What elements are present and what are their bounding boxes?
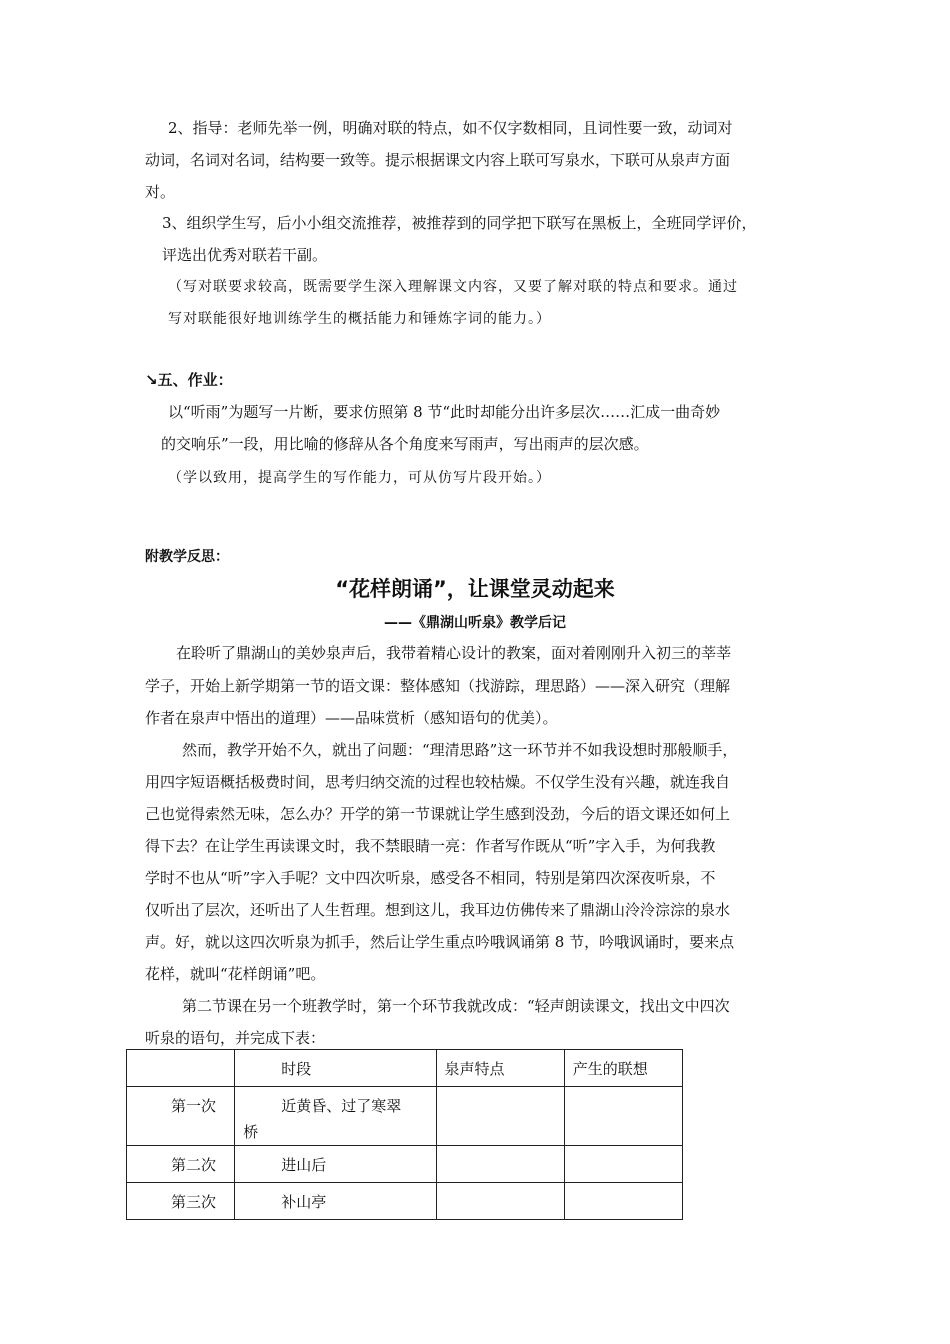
organize-line-1: 3、组织学生写，后小小组交流推荐，被推荐到的同学把下联写在黑板上，全班同学评价， <box>162 214 757 232</box>
row-label: 第二次 <box>127 1146 235 1183</box>
period-cell: 补山亭 <box>235 1183 436 1220</box>
feature-cell <box>436 1146 564 1183</box>
organize-line-2: 评选出优秀对联若干副。 <box>162 246 328 264</box>
row-label: 第三次 <box>127 1183 235 1220</box>
p2-line-2: 用四字短语概括极费时间，思考归纳交流的过程也较枯燥。不仅学生没有兴趣，就连我自 <box>145 773 731 791</box>
reflection-label: 附教学反思： <box>145 549 229 565</box>
guidance-line-3: 对。 <box>145 183 176 201</box>
note1-line-2: 写对联能很好地训练学生的概括能力和锤炼字词的能力。） <box>168 311 551 327</box>
p2-line-5: 学时不也从“听”字入手呢？文中四次听泉，感受各不相同，特别是第四次深夜听泉，不 <box>145 869 716 887</box>
association-cell <box>564 1087 682 1146</box>
table-header-cell: 产生的联想 <box>564 1050 682 1087</box>
period-cell: 进山后 <box>235 1146 436 1183</box>
homework-line-2: 的交响乐”一段，用比喻的修辞从各个角度来写雨声，写出雨声的层次感。 <box>161 435 649 453</box>
homework-note: （学以致用，提高学生的写作能力，可从仿写片段开始。） <box>168 470 551 486</box>
period-cell <box>235 1087 436 1146</box>
association-cell <box>564 1183 682 1220</box>
p2-line-4: 得下去？在让学生再读课文时，我不禁眼睛一亮：作者写作既从“听”字入手，为何我教 <box>145 837 716 855</box>
listening-table <box>126 1049 683 1220</box>
table-header-row <box>127 1050 683 1087</box>
p2-line-7: 声。好，就以这四次听泉为抓手，然后让学生重点吟哦讽诵第 8 节，吟哦讽诵时，要来点 <box>145 933 735 951</box>
guidance-line-2: 动词，名词对名词，结构要一致等。提示根据课文内容上联可写泉水，下联可从泉声方面 <box>145 151 731 169</box>
table-header-cell <box>127 1050 235 1087</box>
p3-line-2: 听泉的语句，并完成下表： <box>145 1029 326 1047</box>
reflection-title: “花样朗诵”，让课堂灵动起来 <box>335 577 615 601</box>
p1-line-2: 学子，开始上新学期第一节的语文课：整体感知（找游踪，理思路）——深入研究（理解 <box>145 677 731 695</box>
table-row <box>127 1183 683 1220</box>
p1-line-3: 作者在泉声中悟出的道理）——品味赏析（感知语句的优美）。 <box>145 709 558 727</box>
table-header-cell: 时段 <box>235 1050 436 1087</box>
p2-line-8: 花样，就叫“花样朗诵”吧。 <box>145 965 326 983</box>
period-line-1: 近黄昏、过了寒翠 <box>281 1097 402 1115</box>
table-row <box>127 1087 683 1146</box>
period-line-2: 桥 <box>243 1123 259 1141</box>
homework-line-1: 以“听雨”为题写一片断，要求仿照第 8 节“此时却能分出许多层次……汇成一曲奇妙 <box>168 403 721 421</box>
p2-line-1: 然而，教学开始不久，就出了问题：“理清思路”这一环节并不如我设想时那般顺手， <box>182 741 738 759</box>
association-cell <box>564 1146 682 1183</box>
note1-line-1: （写对联要求较高，既需要学生深入理解课文内容，又要了解对联的特点和要求。通过 <box>168 279 738 295</box>
row-label: 第一次 <box>127 1087 235 1146</box>
guidance-line-1: 2、指导：老师先举一例，明确对联的特点，如不仅字数相同，且词性要一致，动词对 <box>168 119 733 137</box>
homework-heading: ↘五、作业： <box>145 371 233 389</box>
feature-cell <box>436 1183 564 1220</box>
table-header-cell: 泉声特点 <box>436 1050 564 1087</box>
p3-line-1: 第二节课在另一个班教学时，第一个环节我就改成：“轻声朗读课文，找出文中四次 <box>182 997 730 1015</box>
table-row <box>127 1146 683 1183</box>
p1-line-1: 在聆听了鼎湖山的美妙泉声后，我带着精心设计的教案，面对着刚刚升入初三的莘莘 <box>176 644 732 662</box>
p2-line-6: 仅听出了层次，还听出了人生哲理。想到这儿，我耳边仿佛传来了鼎湖山泠泠淙淙的泉水 <box>145 901 731 919</box>
reflection-subtitle: ——《鼎湖山听泉》教学后记 <box>384 615 566 631</box>
feature-cell <box>436 1087 564 1146</box>
p2-line-3: 己也觉得索然无味，怎么办？开学的第一节课就让学生感到没劲，今后的语文课还如何上 <box>145 805 731 823</box>
